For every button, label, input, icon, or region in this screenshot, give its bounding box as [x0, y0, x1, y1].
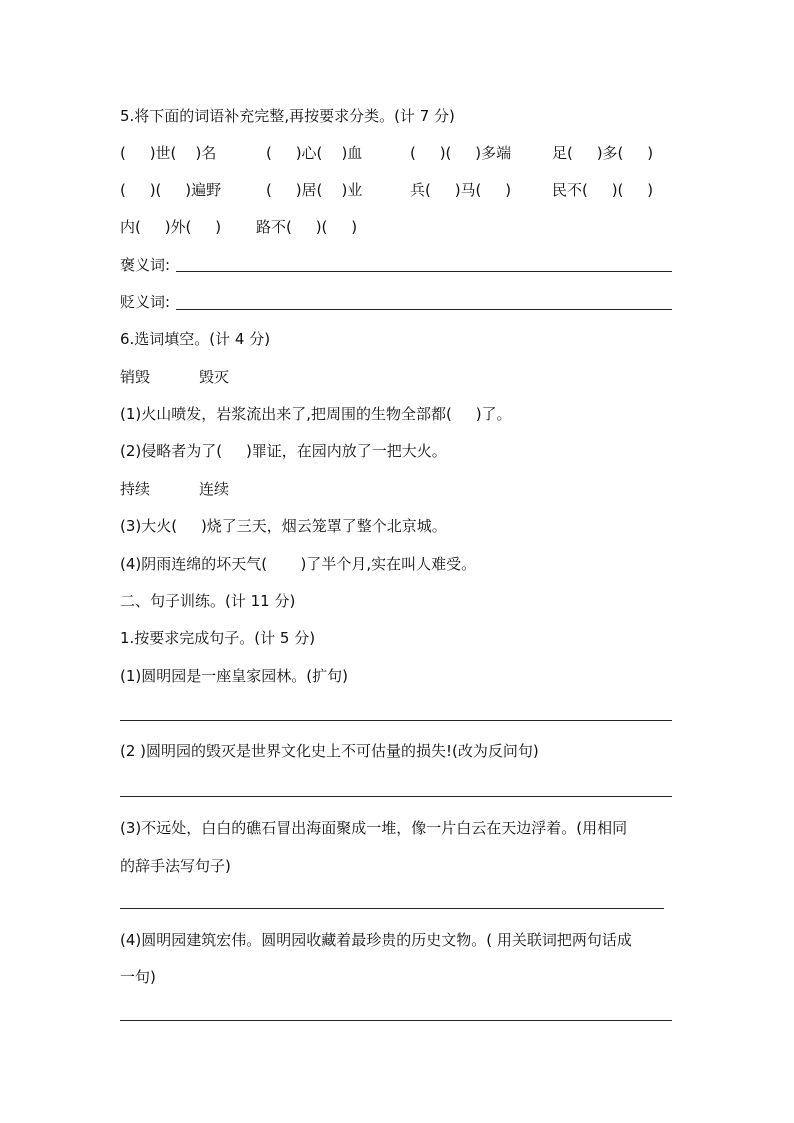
word-option: 连续: [199, 480, 230, 498]
q6-sentence-2: (2)侵略者为了( )罪证，在园内放了一把大火。: [120, 442, 447, 460]
commendatory-label: 褒义词:: [120, 256, 171, 274]
answer-line-1[interactable]: [120, 720, 672, 721]
section-2-title: 二、句子训练。(计 11 分): [120, 592, 296, 610]
word-option: 毁灭: [199, 368, 230, 386]
q6-sentence-3: (3)大火( )烧了三天，烟云笼罩了整个北京城。: [120, 517, 447, 535]
q6-sentence-4: (4)阴雨连绵的坏天气( )了半个月,实在叫人难受。: [120, 555, 477, 573]
answer-line-3[interactable]: [120, 908, 664, 909]
derogatory-answer-line[interactable]: [176, 309, 672, 310]
blank-item[interactable]: 路不( )( ): [256, 218, 358, 236]
answer-line-4[interactable]: [120, 1020, 672, 1021]
word-option: 销毁: [120, 368, 151, 386]
derogatory-label: 贬义词:: [120, 293, 171, 311]
item-3-line-2: 的辞手法写句子): [120, 857, 231, 875]
q6-sentence-1: (1)火山喷发，岩浆流出来了,把周围的生物全部都( )了。: [120, 405, 512, 423]
item-4-line-2: 一句): [120, 968, 156, 986]
blank-item[interactable]: ( )世( )名: [120, 144, 217, 162]
blank-item[interactable]: 民不( )( ): [552, 181, 654, 199]
blank-item[interactable]: ( )居( )业: [266, 181, 363, 199]
commendatory-answer-line[interactable]: [176, 271, 672, 272]
item-1: (1)圆明园是一座皇家园林。(扩句): [120, 667, 348, 685]
blank-item[interactable]: 内( )外( ): [120, 218, 222, 236]
word-option: 持续: [120, 480, 151, 498]
item-2: (2 )圆明园的毁灭是世界文化史上不可估量的损失!(改为反问句): [120, 742, 539, 760]
blank-item[interactable]: 足( )多( ): [552, 144, 654, 162]
section-2-q1-title: 1.按要求完成句子。(计 5 分): [120, 629, 316, 647]
blank-item[interactable]: ( )( )多端: [410, 144, 512, 162]
blank-item[interactable]: ( )( )遍野: [120, 181, 222, 199]
blank-item[interactable]: 兵( )马( ): [410, 181, 512, 199]
blank-item[interactable]: ( )心( )血: [266, 144, 363, 162]
item-3-line-1: (3)不远处，白白的礁石冒出海面聚成一堆，像一片白云在天边浮着。(用相同: [120, 819, 628, 837]
q5-title: 5.将下面的词语补充完整,再按要求分类。(计 7 分): [120, 107, 455, 125]
item-4-line-1: (4)圆明园建筑宏伟。圆明园收藏着最珍贵的历史文物。( 用关联词把两句话成: [120, 931, 632, 949]
answer-line-2[interactable]: [120, 796, 672, 797]
q6-title: 6.选词填空。(计 4 分): [120, 330, 271, 348]
